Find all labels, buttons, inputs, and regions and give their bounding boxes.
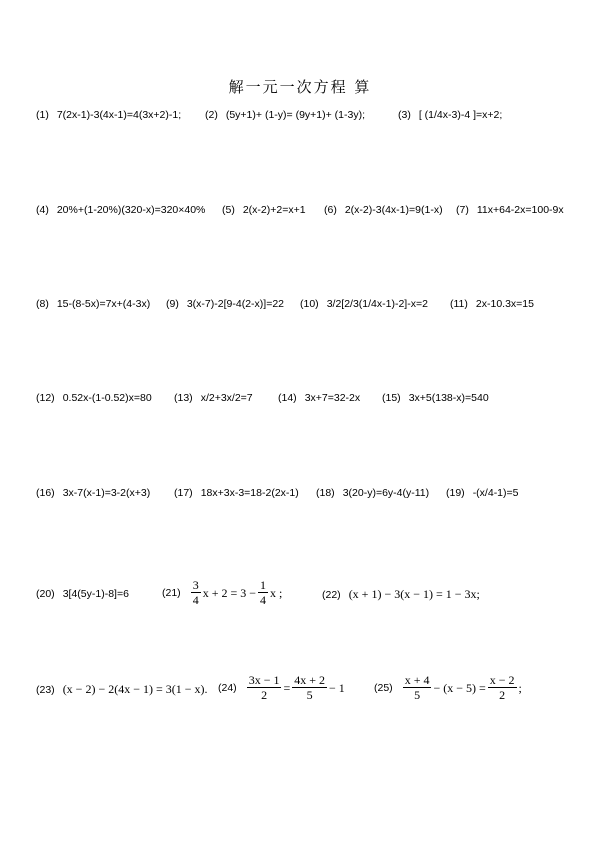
problem-equation: 3x+5(138-x)=540: [408, 392, 489, 404]
problem-number: (17): [174, 487, 193, 499]
numerator: 3: [192, 578, 199, 592]
equation-part: =: [283, 680, 291, 695]
problem-number: (6): [324, 204, 337, 216]
problem-8: [36, 297, 150, 311]
problem-equation: 15-(8-5x)=7x+(4-3x): [56, 298, 151, 310]
denominator: 2: [488, 687, 517, 702]
equation-part: x + 2 = 3 −: [202, 585, 256, 600]
problem-equation: 20%+(1-20%)(320-x)=320×40%: [56, 204, 206, 216]
problem-equation: (x + 1) − 3(x − 1) = 1 − 3x;: [348, 587, 480, 601]
denominator: 5: [403, 687, 432, 702]
problem-equation: 3/2[2/3(1/4x-1)-2]-x=2: [326, 298, 428, 310]
problem-number: (5): [222, 204, 235, 216]
problem-7: [456, 203, 564, 217]
problem-equation: 7(2x-1)-3(4x-1)=4(3x+2)-1;: [56, 109, 182, 121]
problem-equation: 3[4(5y-1)-8]=6: [62, 588, 129, 600]
problem-equation: -(x/4-1)=5: [472, 487, 519, 499]
problem-number: (13): [174, 392, 193, 404]
equation-part: − (x − 5) =: [433, 680, 486, 695]
numerator: 1: [260, 578, 266, 592]
fraction: [247, 673, 282, 702]
problem-number: (20): [36, 588, 55, 600]
problem-13: [174, 391, 253, 405]
problem-equation: [ (1/4x-3)-4 ]=x+2;: [418, 109, 503, 121]
problem-17: [174, 486, 299, 500]
numerator: x + 4: [404, 673, 430, 687]
problem-number: (2): [205, 109, 218, 121]
problem-number: (1): [36, 109, 49, 121]
problem-number: (25): [374, 681, 393, 694]
problem-number: (15): [382, 392, 401, 404]
equation-part: − 1: [329, 680, 345, 695]
problem-number: (7): [456, 204, 469, 216]
equation-part: x ;: [270, 585, 283, 600]
problem-number: (21): [162, 586, 181, 599]
problem-9: [166, 297, 284, 311]
numerator: 3x − 1: [248, 673, 280, 687]
problem-12: [36, 391, 152, 405]
problem-equation: (x − 2) − 2(4x − 1) = 3(1 − x).: [62, 682, 208, 696]
problem-number: (14): [278, 392, 297, 404]
fraction: [488, 673, 517, 702]
problem-number: (9): [166, 298, 179, 310]
problem-number: (22): [322, 589, 341, 601]
fraction: [191, 578, 201, 607]
problem-6: [324, 203, 443, 217]
problem-20: [36, 587, 129, 601]
numerator: x − 2: [489, 673, 515, 687]
problem-18: [316, 486, 429, 500]
problem-number: (19): [446, 487, 465, 499]
problem-10: [300, 297, 428, 311]
problem-22: [322, 587, 480, 602]
fraction: [258, 578, 268, 607]
problem-equation: 3x+7=32-2x: [304, 392, 361, 404]
problem-number: (11): [450, 298, 468, 310]
problem-equation: 3(x-7)-2[9-4(2-x)]=22: [186, 298, 284, 310]
problem-19: [446, 486, 519, 500]
equation-part: ;: [518, 680, 522, 695]
problem-equation: 11x+64-2x=100-9x: [476, 204, 564, 216]
problem-25: [374, 673, 522, 702]
problem-number: (8): [36, 298, 49, 310]
problem-number: (3): [398, 109, 411, 121]
problem-number: (18): [316, 487, 335, 499]
denominator: 5: [292, 687, 327, 702]
problem-3: [398, 108, 502, 122]
problem-equation: 2(x-2)-3(4x-1)=9(1-x): [344, 204, 443, 216]
problem-16: [36, 486, 150, 500]
problem-5: [222, 203, 306, 217]
problem-equation: (5y+1)+ (1-y)= (9y+1)+ (1-3y);: [225, 109, 366, 121]
problem-24: [218, 673, 345, 702]
page-title: 解一元一次方程 算: [228, 78, 372, 96]
problem-number: (12): [36, 392, 55, 404]
denominator: 4: [260, 593, 266, 607]
problem-equation: x/2+3x/2=7: [200, 392, 253, 404]
problem-equation: 3x-7(x-1)=3-2(x+3): [62, 487, 151, 499]
problem-23: [36, 682, 208, 697]
problem-number: (23): [36, 684, 55, 696]
problem-15: [382, 391, 489, 405]
numerator: 4x + 2: [294, 673, 326, 687]
problem-21: [162, 578, 282, 607]
problem-equation: 3(20-y)=6y-4(y-11): [342, 487, 430, 499]
denominator: 2: [247, 687, 282, 702]
problem-2: [205, 108, 365, 122]
problem-number: (16): [36, 487, 55, 499]
problem-equation: 2(x-2)+2=x+1: [242, 204, 306, 216]
denominator: 4: [192, 593, 199, 607]
problem-14: [278, 391, 360, 405]
problem-equation: 18x+3x-3=18-2(2x-1): [200, 487, 299, 499]
fraction: [403, 673, 432, 702]
problem-number: (24): [218, 681, 237, 694]
problem-4: [36, 203, 205, 217]
problem-number: (10): [300, 298, 319, 310]
problem-equation: 2x-10.3x=15: [475, 298, 534, 310]
problem-1: [36, 108, 181, 122]
problem-equation: 0.52x-(1-0.52)x=80: [62, 392, 152, 404]
fraction: [292, 673, 327, 702]
problem-11: [450, 297, 534, 311]
problem-number: (4): [36, 204, 49, 216]
